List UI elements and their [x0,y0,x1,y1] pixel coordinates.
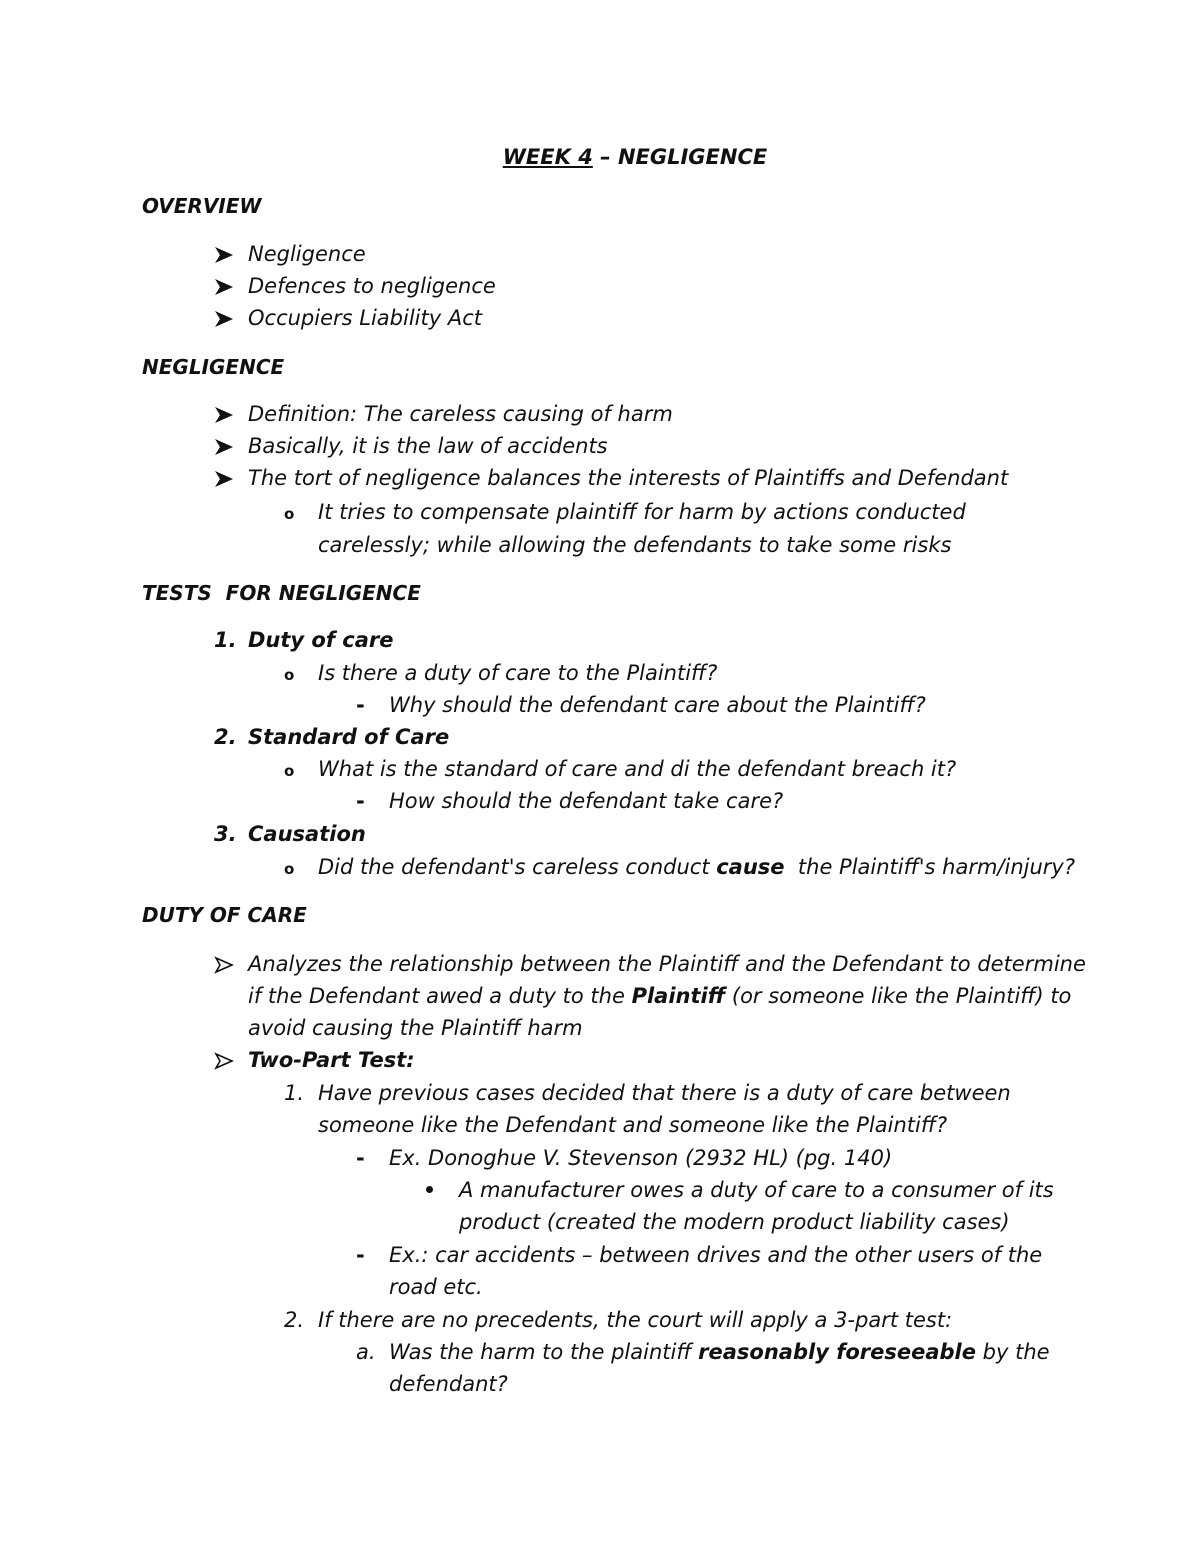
list-number: 3. [214,822,237,846]
test-sub [318,853,1075,881]
arrow-bullet-icon [214,246,234,264]
question-text: by the [976,1340,1050,1364]
arrow-bullet-icon [214,438,234,456]
list-letter: a. [356,1340,376,1364]
overview-item: Negligence [248,242,366,266]
dash-bullet-icon: - [356,789,365,813]
example-case-cont: road etc. [389,1275,483,1299]
negligence-item: Definition: The careless causing of harm [248,402,673,426]
question-text: Was the harm to the plaintiff [389,1340,699,1364]
arrow-bullet-icon [214,278,234,296]
test-label: Causation [248,822,366,846]
duty-paragraph-cont [248,982,1071,1010]
list-number: 2. [214,725,237,749]
test-sub-bold: cause [716,855,785,879]
duty-bold: Plaintiff [631,984,726,1008]
foreseeability-question-cont: defendant? [389,1372,508,1396]
circle-bullet-icon: o [284,666,295,684]
test-label: Standard of Care [248,725,450,749]
foreseeability-question [389,1338,1050,1366]
negligence-subitem: It tries to compensate plaintiff for harm by actions conducted [318,500,966,524]
title-week: WEEK 4 [502,145,593,169]
example-detail: A manufacturer owes a duty of care to a consumer of its [459,1178,1054,1202]
duty-question: If there are no precedents, the court will apply a 3-part test: [318,1308,953,1332]
arrow-outline-bullet-icon [214,956,234,974]
test-sub: Is there a duty of care to the Plaintiff? [318,661,718,685]
duty-question: Have previous cases decided that there is a duty of care between [318,1081,1011,1105]
dash-bullet-icon: - [356,693,365,717]
duty-text: (or someone like the Plaintiff) to [725,984,1072,1008]
duty-paragraph-cont: avoid causing the Plaintiff harm [248,1016,583,1040]
negligence-heading: NEGLIGENCE [142,355,285,379]
test-sub-text: Did the defendant's careless conduct [318,855,717,879]
negligence-item: The tort of negligence balances the interests of Plaintiffs and Defendant [248,466,1009,490]
question-bold: reasonably foreseeable [698,1340,976,1364]
overview-item: Occupiers Liability Act [248,306,482,330]
overview-item: Defences to negligence [248,274,496,298]
test-sub-text: the Plaintiff's harm/injury? [784,855,1075,879]
dash-bullet-icon: - [356,1146,365,1170]
overview-heading: OVERVIEW [142,194,262,218]
list-number: 1. [214,628,237,652]
list-number: 2. [284,1308,305,1332]
test-label: Duty of care [248,628,394,652]
dot-bullet-icon [426,1186,433,1193]
example-detail-cont: product (created the modern product liability cases) [459,1210,1010,1234]
example-case: Ex.: car accidents – between drives and the other users of the [389,1243,1043,1267]
page-title [0,143,1200,171]
duty-question-cont: someone like the Defendant and someone like the Plaintiff? [318,1113,948,1137]
two-part-test-label: Two-Part Test: [248,1048,415,1072]
dash-bullet-icon: - [356,1243,365,1267]
duty-heading: DUTY OF CARE [142,903,307,927]
circle-bullet-icon: o [284,860,295,878]
test-sub: What is the standard of care and di the defendant breach it? [318,757,957,781]
duty-paragraph: Analyzes the relationship between the Plaintiff and the Defendant to determine [248,952,1086,976]
title-topic: – NEGLIGENCE [592,145,768,169]
arrow-bullet-icon [214,406,234,424]
test-subsub: Why should the defendant care about the Plaintiff? [389,693,926,717]
circle-bullet-icon: o [284,505,295,523]
arrow-bullet-icon [214,310,234,328]
negligence-item: Basically, it is the law of accidents [248,434,608,458]
circle-bullet-icon: o [284,762,295,780]
test-subsub: How should the defendant take care? [389,789,784,813]
negligence-subitem-cont: carelessly; while allowing the defendants to take some risks [318,533,952,557]
arrow-bullet-icon [214,470,234,488]
arrow-outline-bullet-icon [214,1052,234,1070]
duty-text: if the Defendant awed a duty to the [248,984,632,1008]
list-number: 1. [284,1081,305,1105]
tests-heading: TESTS FOR NEGLIGENCE [142,581,421,605]
example-case: Ex. Donoghue V. Stevenson (2932 HL) (pg. 140) [389,1146,893,1170]
